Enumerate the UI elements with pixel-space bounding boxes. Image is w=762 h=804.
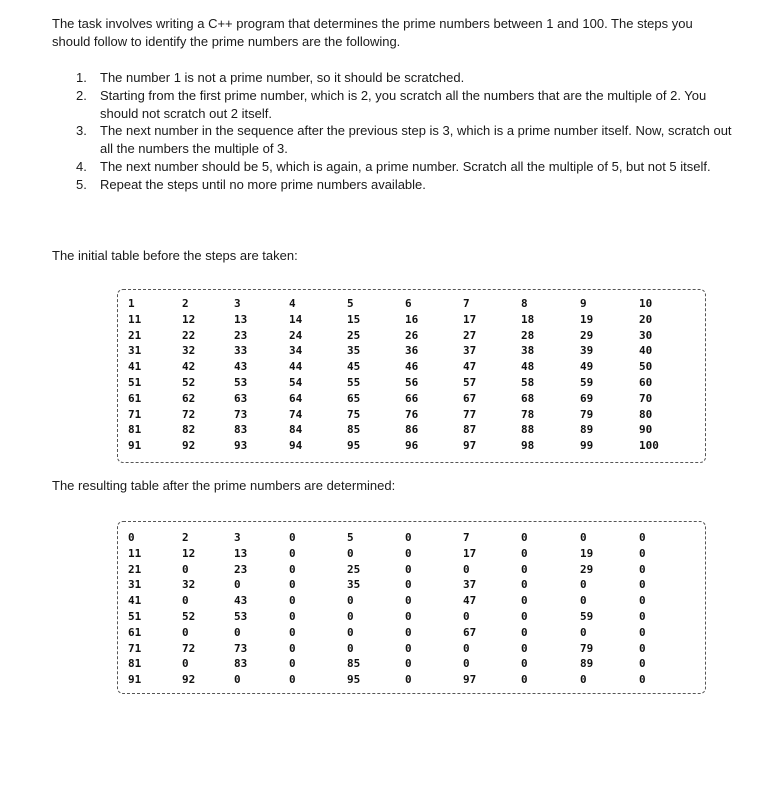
- grid-cell: 54: [289, 375, 303, 389]
- grid-cell: 7: [463, 297, 470, 310]
- grid-cell: 0: [639, 657, 646, 671]
- grid-cell: 88: [521, 423, 535, 437]
- grid-cell: 22: [182, 328, 196, 342]
- grid-cell: 21: [128, 328, 142, 342]
- grid-row: [118, 656, 705, 672]
- grid-cell: 0: [289, 609, 296, 623]
- grid-cell: 0: [347, 609, 354, 623]
- grid-cell: 35: [347, 578, 361, 592]
- grid-cell: 29: [580, 562, 594, 576]
- grid-cell: 85: [347, 657, 361, 671]
- grid-cell: 9: [580, 297, 587, 310]
- grid-cell: 26: [405, 328, 419, 342]
- grid-cell: 0: [521, 546, 528, 560]
- grid-cell: 32: [182, 578, 196, 592]
- grid-cell: 0: [521, 562, 528, 576]
- grid-cell: 72: [182, 407, 196, 421]
- grid-cell: 59: [580, 609, 594, 623]
- grid-cell: 60: [639, 375, 653, 389]
- grid-cell: 85: [347, 423, 361, 437]
- grid-cell: 58: [521, 375, 535, 389]
- grid-cell: 0: [639, 673, 646, 687]
- grid-cell: 42: [182, 360, 196, 374]
- grid-cell: 61: [128, 391, 142, 405]
- grid-cell: 79: [580, 407, 594, 421]
- grid-cell: 6: [405, 297, 412, 310]
- grid-cell: 0: [521, 657, 528, 671]
- grid-cell: 0: [182, 625, 189, 639]
- grid-row: [118, 625, 705, 641]
- grid-cell: 67: [463, 625, 477, 639]
- grid-cell: 62: [182, 391, 196, 405]
- grid-cell: 73: [234, 641, 248, 655]
- grid-cell: 0: [463, 641, 470, 655]
- grid-cell: 0: [521, 531, 528, 544]
- grid-row: [118, 407, 705, 423]
- grid-row: [118, 343, 705, 359]
- grid-cell: 0: [405, 609, 412, 623]
- grid-cell: 73: [234, 407, 248, 421]
- grid-cell: 5: [347, 531, 354, 544]
- grid-cell: 77: [463, 407, 477, 421]
- grid-cell: 0: [405, 625, 412, 639]
- grid-cell: 92: [182, 673, 196, 687]
- grid-cell: 72: [182, 641, 196, 655]
- grid-cell: 71: [128, 641, 142, 655]
- step-text: The next number should be 5, which is again, a prime number. Scratch all the multiple of 5, but not 5 itself.: [100, 158, 711, 174]
- grid-cell: 0: [580, 594, 587, 608]
- grid-cell: 41: [128, 360, 142, 374]
- result-number-grid: [117, 521, 706, 694]
- grid-cell: 25: [347, 562, 361, 576]
- grid-row: [118, 296, 705, 312]
- grid-row: [118, 609, 705, 625]
- grid-cell: 0: [580, 673, 587, 687]
- step-number: 1.: [76, 70, 87, 85]
- grid-cell: 51: [128, 375, 142, 389]
- grid-cell: 0: [639, 594, 646, 608]
- grid-cell: 32: [182, 344, 196, 358]
- grid-row: [118, 562, 705, 578]
- grid-cell: 40: [639, 344, 653, 358]
- grid-cell: 87: [463, 423, 477, 437]
- grid-cell: 5: [347, 297, 354, 310]
- grid-cell: 0: [639, 578, 646, 592]
- grid-cell: 0: [234, 673, 241, 687]
- grid-cell: 0: [521, 625, 528, 639]
- grid-cell: 0: [639, 546, 646, 560]
- grid-cell: 25: [347, 328, 361, 342]
- grid-row: [118, 438, 705, 454]
- grid-cell: 93: [234, 439, 248, 453]
- grid-cell: 96: [405, 439, 419, 453]
- grid-cell: 18: [521, 312, 535, 326]
- grid-cell: 2: [182, 297, 189, 310]
- grid-cell: 47: [463, 594, 477, 608]
- grid-row: [118, 641, 705, 657]
- step-number: 2.: [76, 87, 87, 103]
- grid-cell: 0: [639, 562, 646, 576]
- grid-cell: 91: [128, 673, 142, 687]
- grid-cell: 37: [463, 344, 477, 358]
- grid-row: [118, 577, 705, 593]
- grid-cell: 13: [234, 312, 248, 326]
- grid-cell: 12: [182, 312, 196, 326]
- grid-cell: 94: [289, 439, 303, 453]
- grid-cell: 34: [289, 344, 303, 358]
- grid-cell: 50: [639, 360, 653, 374]
- grid-cell: 0: [521, 594, 528, 608]
- grid-cell: 69: [580, 391, 594, 405]
- step-text: Repeat the steps until no more prime numbers available.: [100, 176, 426, 192]
- grid-cell: 0: [463, 562, 470, 576]
- grid-cell: 0: [289, 594, 296, 608]
- grid-cell: 0: [289, 578, 296, 592]
- grid-cell: 0: [182, 562, 189, 576]
- intro-paragraph: The task involves writing a C++ program that determines the prime numbers between 1 and 100. The steps you should follow to identify the prime numbers are the following.: [52, 16, 693, 49]
- grid-cell: 41: [128, 594, 142, 608]
- grid-cell: 0: [347, 594, 354, 608]
- grid-row: [118, 312, 705, 328]
- grid-cell: 0: [405, 546, 412, 560]
- grid-cell: 0: [347, 625, 354, 639]
- grid-cell: 24: [289, 328, 303, 342]
- grid-cell: 28: [521, 328, 535, 342]
- grid-row: [118, 359, 705, 375]
- grid-cell: 11: [128, 312, 142, 326]
- grid-cell: 100: [639, 439, 659, 453]
- grid-cell: 31: [128, 578, 142, 592]
- grid-cell: 0: [289, 673, 296, 687]
- grid-cell: 37: [463, 578, 477, 592]
- grid-cell: 65: [347, 391, 361, 405]
- grid-cell: 47: [463, 360, 477, 374]
- grid-cell: 11: [128, 546, 142, 560]
- grid-cell: 78: [521, 407, 535, 421]
- grid-row: [118, 593, 705, 609]
- step-text: The number 1 is not a prime number, so it should be scratched.: [100, 70, 465, 85]
- grid-cell: 81: [128, 423, 142, 437]
- grid-cell: 63: [234, 391, 248, 405]
- grid-cell: 2: [182, 531, 189, 544]
- grid-row: [118, 328, 705, 344]
- grid-cell: 43: [234, 594, 248, 608]
- grid-cell: 97: [463, 439, 477, 453]
- grid-cell: 0: [405, 641, 412, 655]
- initial-number-grid: [117, 289, 706, 463]
- grid-cell: 0: [405, 594, 412, 608]
- grid-cell: 16: [405, 312, 419, 326]
- grid-cell: 7: [463, 531, 470, 544]
- grid-cell: 0: [639, 609, 646, 623]
- step-text: Starting from the first prime number, which is 2, you scratch all the numbers that are the multiple of 2. You should not scratch out 2 itself.: [100, 87, 707, 121]
- grid-cell: 0: [463, 609, 470, 623]
- grid-cell: 0: [405, 578, 412, 592]
- grid-cell: 67: [463, 391, 477, 405]
- grid-cell: 0: [289, 657, 296, 671]
- grid-cell: 92: [182, 439, 196, 453]
- grid-cell: 0: [347, 641, 354, 655]
- grid-cell: 51: [128, 609, 142, 623]
- grid-cell: 0: [182, 594, 189, 608]
- grid-cell: 0: [405, 531, 412, 544]
- grid-cell: 52: [182, 375, 196, 389]
- step-item: [52, 122, 732, 158]
- grid-cell: 0: [234, 578, 241, 592]
- grid-cell: 36: [405, 344, 419, 358]
- grid-cell: 71: [128, 407, 142, 421]
- grid-row: [118, 530, 705, 546]
- grid-cell: 0: [639, 641, 646, 655]
- grid-cell: 19: [580, 312, 594, 326]
- grid-cell: 0: [128, 531, 135, 544]
- grid-cell: 0: [639, 625, 646, 639]
- grid-cell: 0: [405, 673, 412, 687]
- grid-cell: 43: [234, 360, 248, 374]
- grid-cell: 0: [289, 531, 296, 544]
- grid-cell: 76: [405, 407, 419, 421]
- grid-cell: 38: [521, 344, 535, 358]
- grid-cell: 59: [580, 375, 594, 389]
- step-number: 4.: [76, 158, 87, 174]
- grid-cell: 0: [521, 673, 528, 687]
- grid-cell: 61: [128, 625, 142, 639]
- grid-cell: 13: [234, 546, 248, 560]
- grid-cell: 52: [182, 609, 196, 623]
- grid-cell: 20: [639, 312, 653, 326]
- grid-cell: 90: [639, 423, 653, 437]
- grid-cell: 1: [128, 297, 135, 310]
- grid-cell: 48: [521, 360, 535, 374]
- grid-cell: 64: [289, 391, 303, 405]
- grid-cell: 33: [234, 344, 248, 358]
- grid-cell: 91: [128, 439, 142, 453]
- grid-cell: 0: [580, 578, 587, 592]
- step-item: [52, 69, 732, 87]
- step-number: 3.: [76, 123, 87, 139]
- grid-cell: 35: [347, 344, 361, 358]
- grid-row: [118, 375, 705, 391]
- grid-cell: 8: [521, 297, 528, 310]
- grid-cell: 0: [234, 625, 241, 639]
- grid-cell: 53: [234, 609, 248, 623]
- steps-list: [52, 69, 732, 194]
- grid-cell: 83: [234, 423, 248, 437]
- grid-cell: 81: [128, 657, 142, 671]
- grid-cell: 0: [405, 562, 412, 576]
- grid-cell: 86: [405, 423, 419, 437]
- grid-cell: 66: [405, 391, 419, 405]
- grid-cell: 0: [521, 609, 528, 623]
- grid-cell: 45: [347, 360, 361, 374]
- grid-cell: 12: [182, 546, 196, 560]
- grid-cell: 0: [289, 641, 296, 655]
- grid-cell: 21: [128, 562, 142, 576]
- grid-cell: 98: [521, 439, 535, 453]
- grid-cell: 80: [639, 407, 653, 421]
- grid-cell: 99: [580, 439, 594, 453]
- result-table-heading: The resulting table after the prime numbers are determined:: [52, 478, 396, 493]
- step-item: [52, 176, 732, 194]
- grid-cell: 0: [580, 625, 587, 639]
- grid-cell: 0: [463, 657, 470, 671]
- grid-cell: 0: [182, 657, 189, 671]
- grid-cell: 23: [234, 562, 248, 576]
- grid-cell: 0: [639, 531, 646, 544]
- grid-cell: 4: [289, 297, 296, 310]
- grid-cell: 0: [521, 641, 528, 655]
- grid-cell: 0: [521, 578, 528, 592]
- grid-cell: 0: [289, 625, 296, 639]
- grid-cell: 39: [580, 344, 594, 358]
- initial-table-heading: The initial table before the steps are taken:: [52, 248, 298, 263]
- grid-cell: 74: [289, 407, 303, 421]
- grid-cell: 84: [289, 423, 303, 437]
- grid-row: [118, 546, 705, 562]
- step-item: [52, 158, 732, 176]
- grid-cell: 57: [463, 375, 477, 389]
- grid-cell: 49: [580, 360, 594, 374]
- grid-cell: 17: [463, 546, 477, 560]
- grid-cell: 44: [289, 360, 303, 374]
- grid-cell: 95: [347, 673, 361, 687]
- grid-cell: 23: [234, 328, 248, 342]
- step-item: [52, 87, 732, 123]
- grid-cell: 15: [347, 312, 361, 326]
- grid-cell: 68: [521, 391, 535, 405]
- grid-cell: 83: [234, 657, 248, 671]
- grid-cell: 31: [128, 344, 142, 358]
- grid-cell: 0: [289, 546, 296, 560]
- grid-cell: 0: [580, 531, 587, 544]
- grid-cell: 19: [580, 546, 594, 560]
- grid-row: [118, 672, 705, 688]
- grid-cell: 55: [347, 375, 361, 389]
- grid-cell: 79: [580, 641, 594, 655]
- grid-cell: 29: [580, 328, 594, 342]
- grid-cell: 3: [234, 531, 241, 544]
- grid-cell: 0: [405, 657, 412, 671]
- grid-cell: 56: [405, 375, 419, 389]
- grid-cell: 0: [289, 562, 296, 576]
- grid-cell: 3: [234, 297, 241, 310]
- step-text: The next number in the sequence after the previous step is 3, which is a prime number itself. Now, scratch out all the numbers the multiple of 3.: [100, 123, 732, 157]
- grid-cell: 70: [639, 391, 653, 405]
- grid-cell: 95: [347, 439, 361, 453]
- grid-cell: 17: [463, 312, 477, 326]
- grid-cell: 46: [405, 360, 419, 374]
- grid-cell: 97: [463, 673, 477, 687]
- grid-cell: 27: [463, 328, 477, 342]
- grid-cell: 10: [639, 297, 653, 310]
- grid-cell: 53: [234, 375, 248, 389]
- step-number: 5.: [76, 176, 87, 192]
- grid-cell: 30: [639, 328, 653, 342]
- grid-cell: 14: [289, 312, 303, 326]
- grid-cell: 75: [347, 407, 361, 421]
- grid-cell: 89: [580, 423, 594, 437]
- grid-row: [118, 422, 705, 438]
- grid-cell: 89: [580, 657, 594, 671]
- grid-cell: 82: [182, 423, 196, 437]
- grid-row: [118, 391, 705, 407]
- grid-cell: 0: [347, 546, 354, 560]
